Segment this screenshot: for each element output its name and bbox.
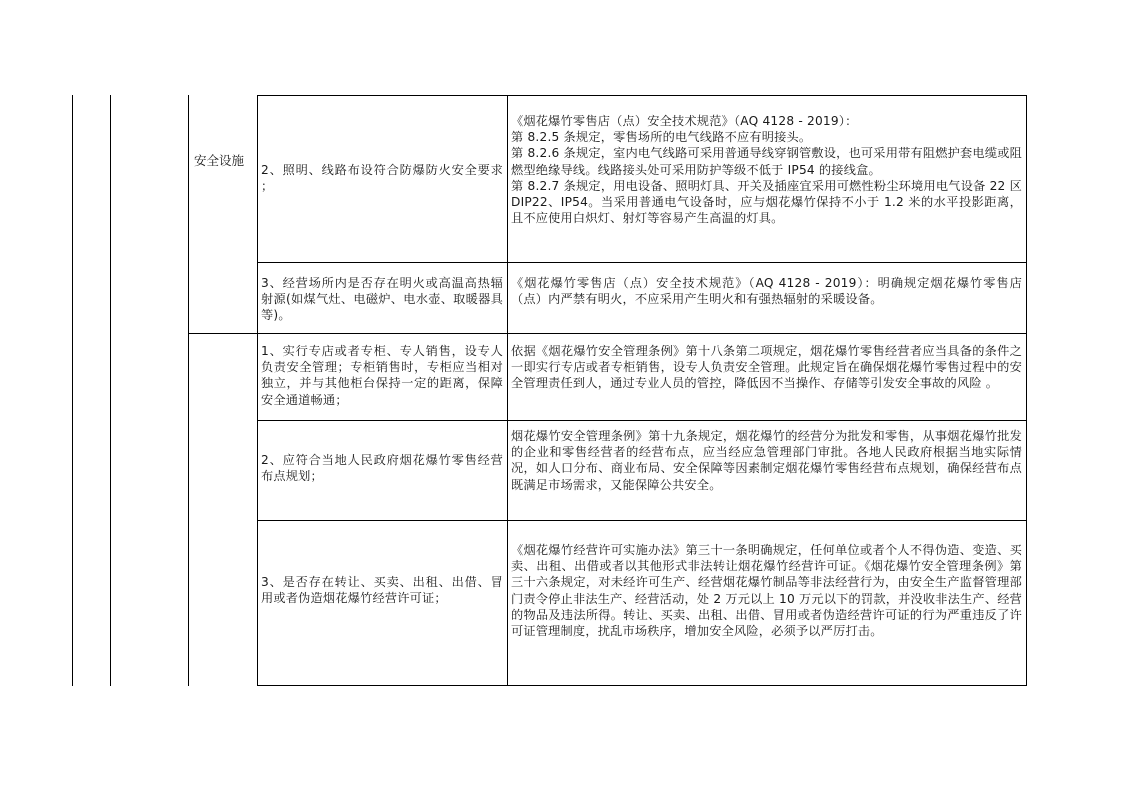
row-divider bbox=[188, 333, 1027, 334]
basis-paragraph: 依据《烟花爆竹安全管理条例》第十八条第二项规定，烟花爆竹零售经营者应当具备的条件之一即实行专店或者专柜销售，设专人负责安全管理。此规定旨在确保烟花爆竹零售过程中的安全管理责任到人，通过专业人员的管控，降低因不当操作、存储等引发安全事故的风险 。 bbox=[511, 344, 1022, 391]
table-cell-basis bbox=[511, 113, 1022, 226]
table-cell-item: 1、实行专店或者专柜、专人销售，设专人负责安全管理；专柜销售时，专柜应当相对独立，并与其他柜台保持一定的距离，保障安全通道畅通； bbox=[261, 344, 503, 407]
basis-paragraph: 《烟花爆竹零售店（点）安全技术规范》（AQ 4128 - 2019）：明确规定烟花爆竹零售店（点）内严禁有明火，不应采用产生明火和有强热辐射的采暖设备。 bbox=[511, 276, 1022, 307]
category-label: 安全设施 bbox=[194, 153, 245, 168]
table-border-bottom bbox=[257, 685, 1027, 686]
row-divider bbox=[257, 520, 1027, 521]
table-border-basis bbox=[507, 95, 508, 686]
row-divider bbox=[257, 420, 1027, 421]
table-cell-item: 2、应符合当地人民政府烟花爆竹零售经营布点规划； bbox=[261, 453, 503, 484]
table-border-left-2 bbox=[110, 95, 111, 686]
table-cell-item: 3、是否存在转让、买卖、出租、出借、冒用或者伪造烟花爆竹经营许可证； bbox=[261, 575, 503, 606]
table-border-left-1 bbox=[72, 95, 73, 686]
table-cell-item: 2、照明、线路布设符合防爆防火安全要求 ； bbox=[261, 163, 503, 194]
basis-paragraph: 《烟花爆竹零售店（点）安全技术规范》（AQ 4128 - 2019）： bbox=[511, 114, 858, 128]
row-divider bbox=[257, 262, 1027, 263]
basis-paragraph: 第 8.2.7 条规定，用电设备、照明灯具、开关及插座宜采用可燃性粉尘环境用电气设备 22 区 DIP22、IP54。当采用普通电气设备时，应与烟花爆竹保持不小于 1.2 米的水平投影距离，且不应使用白炽灯、射灯等容易产生高温的灯具。 bbox=[511, 178, 1022, 226]
table-cell-item: 3、经营场所内是否存在明火或高温高热辐射源(如煤气灶、电磁炉、电水壶、取暖器具等)。 bbox=[261, 276, 503, 323]
table-border-category bbox=[188, 95, 189, 686]
basis-paragraph: 烟花爆竹安全管理条例》第十九条规定，烟花爆竹的经营分为批发和零售，从事烟花爆竹批发的企业和零售经营者的经营布点，应当经应急管理部门审批。各地人民政府根据当地实际情况，如人口分布、商业布局、安全保障等因素制定烟花爆竹零售经营布点规划，确保经营布点既满足市场需求，又能保障公共安全。 bbox=[511, 429, 1022, 492]
table-cell-basis bbox=[511, 542, 1022, 639]
basis-paragraph: 第 8.2.6 条规定，室内电气线路可采用普通导线穿钢管敷设，也可采用带有阻燃护套电缆或阻燃型绝缘导线。线路接头处可采用防护等级不低于 IP54 的接线盒。 bbox=[511, 146, 1022, 177]
table-border-item bbox=[257, 95, 258, 686]
table-border-right bbox=[1026, 95, 1027, 686]
basis-paragraph: 《烟花爆竹经营许可实施办法》第三十一条明确规定，任何单位或者个人不得伪造、变造、买卖、出租、出借或者以其他形式非法转让烟花爆竹经营许可证。《烟花爆竹安全管理条例》第三十六条规定，对未经许可生产、经营烟花爆竹制品等非法经营行为，由安全生产监督管理部门责令停止非法生产、经营活动，处 2 万元以上 10 万元以下的罚款，并没收非法生产、经营的物品及违法所得。转让、买卖、出租、出借、冒用或者伪造经营许可证的行为严重违反了许可证管理制度，扰乱市场秩序，增加安全风险，必须予以严厉打击。 bbox=[511, 543, 1022, 639]
table-cell-basis bbox=[511, 343, 1022, 392]
table-cell-basis bbox=[511, 428, 1022, 493]
table-border-top bbox=[257, 95, 1027, 96]
basis-paragraph: 第 8.2.5 条规定，零售场所的电气线路不应有明接头。 bbox=[511, 130, 812, 145]
table-cell-basis bbox=[511, 275, 1022, 307]
